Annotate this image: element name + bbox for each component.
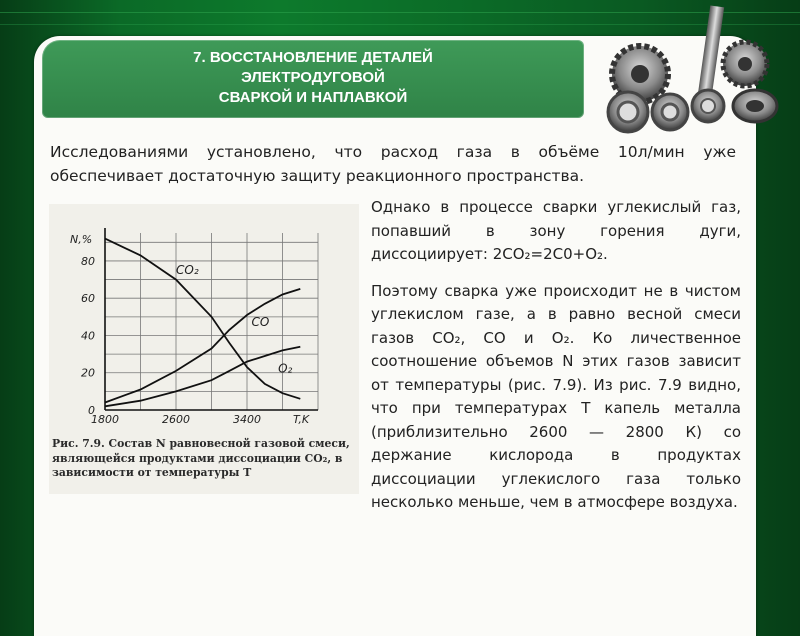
title-line-1: 7. ВОССТАНОВЛЕНИЕ ДЕТАЛЕЙ (193, 49, 433, 66)
intro-paragraph: Исследованиями установлено, что расход газа в объёме 10л/мин уже обеспечивает достаточную защиту реакционного пространства. (50, 143, 736, 185)
series-line-3 (105, 347, 300, 407)
series-line-1 (105, 239, 300, 399)
series-line-2 (105, 289, 300, 403)
x-tick-label: 1800 (91, 413, 119, 426)
x-tick-label: 2600 (162, 413, 190, 426)
series-label: CO₂ (176, 262, 199, 277)
y-tick-label: 80 (81, 254, 95, 268)
y-tick-label: 20 (81, 366, 95, 380)
y-tick-label: 60 (81, 292, 95, 306)
title-line-2: ЭЛЕКТРОДУГОВОЙ (241, 69, 385, 86)
figure-caption: Рис. 7.9. Состав N равновесной газовой смеси, являющейся продуктами диссоциации CO₂, в зависимости от температуры T (52, 437, 350, 479)
dissociation-text: Однако в процессе сварки углекислый газ, попавший в зону горения дуги, диссоциирует: (371, 198, 741, 263)
dissociation-formula: 2CO₂=2C0+O₂. (492, 245, 608, 263)
x-tick-label: 3400 (233, 413, 261, 426)
right-column (371, 196, 741, 528)
x-axis-label: T,K (293, 413, 310, 426)
series-label: CO (251, 315, 270, 330)
y-tick-label: 0 (88, 404, 95, 417)
y-axis-label: N,% (70, 233, 93, 246)
paragraph-dissociation (371, 196, 741, 267)
series-label: O₂ (278, 361, 293, 376)
title-line-3: СВАРКОЙ И НАПЛАВКОЙ (218, 89, 408, 106)
y-tick-label: 40 (81, 329, 95, 343)
paragraph-composition: Поэтому сварка уже происходит не в чистом углекислом газе, а в равно весной смеси газов СО₂, СО и О₂. Ко личественное соотношение объемов N этих газов зависит от температуры (рис. 7.9). Из рис. 7.9 видно, что при температурах T капель металла (приблизительно 2600 — 2800 К) со держание кислорода в продуктах диссоциации углекислого газа только несколько меньше, чем в атмосфере воздуха. (371, 281, 741, 511)
